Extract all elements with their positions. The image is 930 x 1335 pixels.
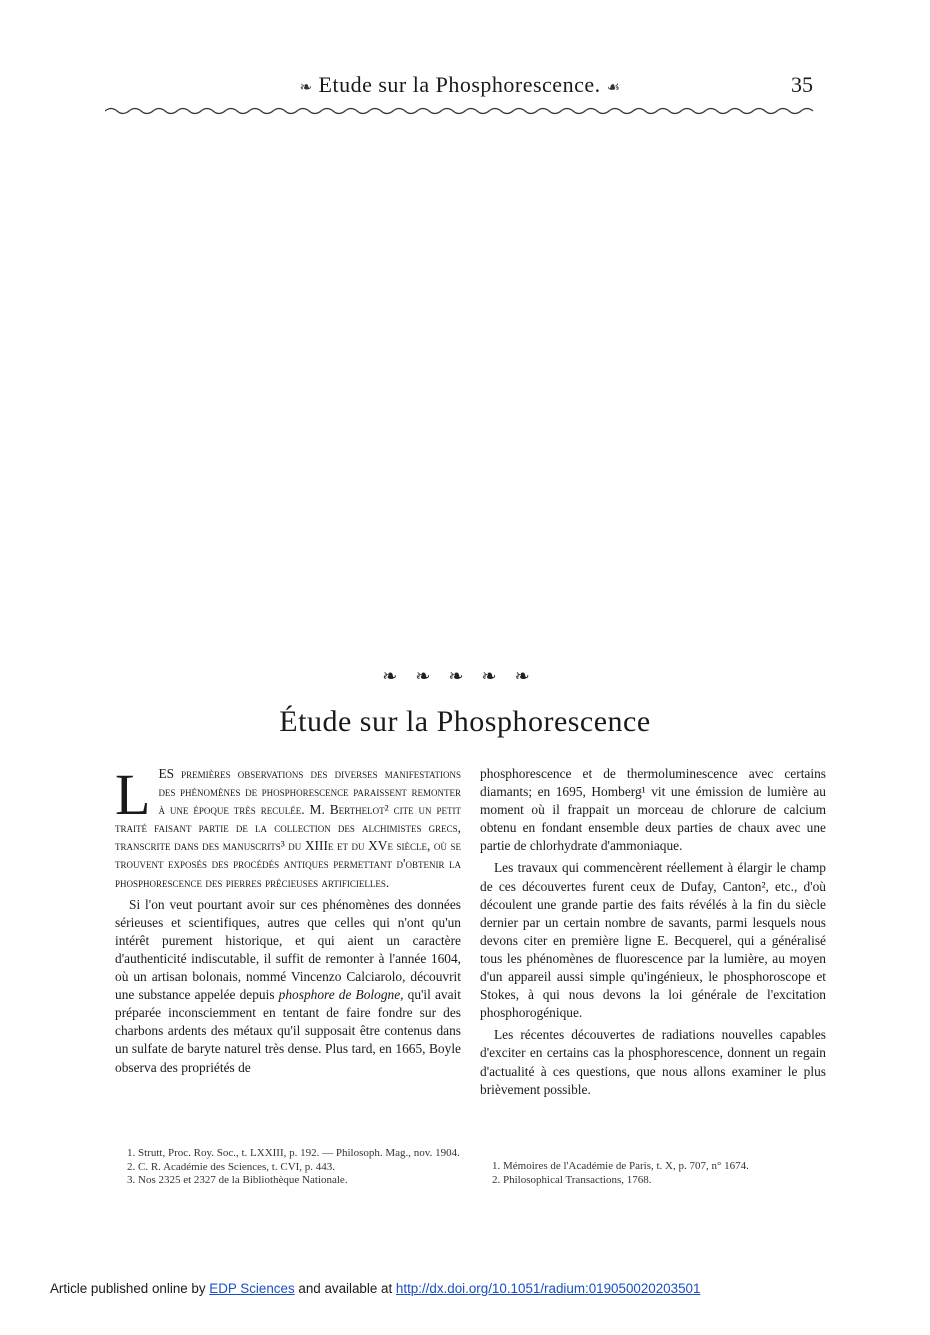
drop-cap: L	[115, 762, 151, 827]
publication-footer	[50, 1281, 700, 1296]
footer-text: and available at	[294, 1281, 396, 1296]
page-number: 35	[791, 72, 813, 97]
decorative-rule	[105, 104, 817, 118]
running-title: Etude sur la Phosphorescence.	[318, 72, 601, 97]
paragraph: phosphorescence et de thermoluminescence avec certains diamants; en 1695, Homberg¹ vit une émission de lumière au moment où il frappait un morceau de chlorure de calcium obtenu en fondant ensemble deux parties de chaux avec une partie de chlorhydrate d'ammoniaque.	[480, 766, 826, 854]
paragraph-text: ES premières observations des diverses manifestations des phénomènes de phosphorescence paraissent remonter à une époque très reculée. M. Berthelot² cite un petit traité faisant partie de la collection des alchimistes grecs, transcrite dans des manuscrits³ du XIIIe et du XVe siècle, où se trouvent exposés des procédés antiques permettant d'obtenir la phosphorescence des pierres précieuses artificielles.	[115, 766, 461, 890]
text-column-right	[480, 765, 826, 1099]
emphasis-text: phosphore de Bologne	[278, 987, 401, 1003]
footnote: 1. Mémoires de l'Académie de Paris, t. X, p. 707, n° 1674.	[492, 1160, 749, 1172]
footer-text: Article published online by	[50, 1281, 210, 1296]
text-column-left	[115, 762, 461, 1077]
footnote: 3. Nos 2325 et 2327 de la Bibliothèque Nationale.	[127, 1174, 348, 1186]
paragraph	[115, 896, 461, 1077]
footnotes-left	[115, 1147, 461, 1188]
footnote: 2. C. R. Académie des Sciences, t. CVI, p. 443.	[127, 1160, 336, 1173]
running-title-line	[105, 72, 815, 98]
paragraph: Les travaux qui commencèrent réellement à élargir le champ de ces découvertes furent ceux de Dufay, Canton², etc., d'où découlent une grande partie des faits révélés à la fin du siècle dernier par un certain nombre de savants, parmi lesquels nous devons citer en première ligne E. Becquerel, qui a généralisé tous les phénomènes de fluorescence par la lumière, au moyen d'un appareil aussi simple qu'ingénieux, le phosphoroscope et Stokes, à qui nous devons la loi générale de l'excitation phosphorogénique.	[480, 860, 826, 1021]
footnote: 2. Philosophical Transactions, 1768.	[492, 1173, 652, 1186]
ornament-right-icon: ☙	[606, 80, 621, 96]
paragraph: Les récentes découvertes de radiations nouvelles capables d'exciter en certains cas la phosphorescence, donnent un regain d'actualité à ces questions, que nous allons examiner le plus brièvement possible.	[480, 1027, 826, 1097]
article-title: Étude sur la Phosphorescence	[279, 705, 651, 738]
doi-link[interactable]: http://dx.doi.org/10.1051/radium:019050020203501	[395, 1281, 701, 1296]
paragraph	[115, 762, 461, 892]
paragraph-text: , qu'il avait préparée inconsciemment en tentant de faire fondre sur des charbons ardents des métaux qu'il supposait être contenus dans un sulfate de baryte naturel très dense. Plus tard, en 1665, Boyle observa des propriétés de	[115, 987, 461, 1075]
footnotes-right	[480, 1160, 826, 1187]
ornament-left-icon: ❧	[299, 80, 313, 96]
footnote: 1. Strutt, Proc. Roy. Soc., t. LXXIII, p. 192. — Philosoph. Mag., nov. 1904.	[127, 1147, 460, 1159]
paragraph-text: Si l'on veut pourtant avoir sur ces phénomènes des données sérieuses et scientifiques, autres que celles qui n'ont qu'un intérêt purement historique, et qui aient un caractère d'authenticité indiscutable, il suffit de remonter à l'année 1604, où un artisan bolonais, nommé Vincenzo Calciarolo, découvrit une substance appelée depuis	[115, 896, 461, 1003]
ornament-row: ❧❧❧❧❧	[382, 666, 548, 686]
running-header	[105, 72, 815, 102]
publisher-link[interactable]: EDP Sciences	[209, 1281, 295, 1296]
